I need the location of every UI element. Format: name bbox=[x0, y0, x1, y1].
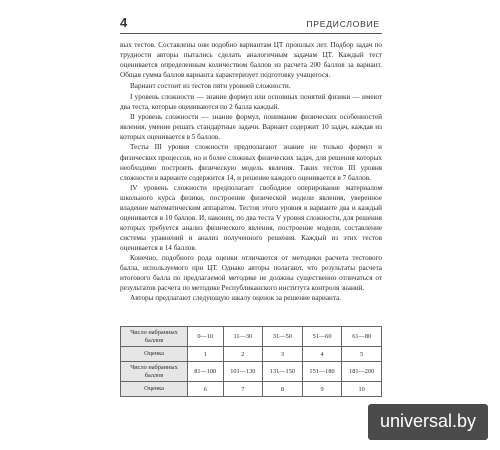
table-cell: 10 bbox=[342, 382, 382, 397]
table-cell: 61—80 bbox=[342, 327, 382, 347]
table-row-label: Число набранных баллов bbox=[121, 327, 188, 347]
paragraph: Конечно, подобного рода оценки отличаются от методики расчета тестового балла, используемого при ЦТ. Однако авторы полагают, что результаты расчета итогового балла по предлагаемой методике не должны существенно отличаться от результатов расчета по методике Республиканского института контроля знаний. bbox=[120, 253, 382, 293]
paragraph: вых тестов. Составлены они подобно вариантам ЦТ прошлых лет. Подбор задач по трудности авторы пытались сделать аналогичным задачам ЦТ. Каждый тест оценивается определенным количеством баллов из расчета 200 баллов за вариант. Общая сумма баллов варианта характеризует подготовку учащегося. bbox=[120, 41, 382, 80]
table-cell: 81—100 bbox=[188, 362, 224, 382]
table-row-label: Число набранных баллов bbox=[121, 362, 188, 382]
watermark-badge: universal.by bbox=[368, 404, 488, 440]
table-cell: 8 bbox=[263, 382, 303, 397]
running-head: ПРЕДИСЛОВИЕ bbox=[306, 19, 380, 29]
paragraph: Тесты III уровня сложности предполагают знание не только формул и физических процессов, но и более сложных физических задач, для решения которых необходимо построить физическую модель явления. Таких тестов III уровня сложности в варианте содержится 14, и решение каждого оценивается в 7 баллов. bbox=[120, 143, 382, 182]
header-rule bbox=[120, 33, 382, 34]
table-cell: 9 bbox=[302, 382, 342, 397]
table-cell: 151—180 bbox=[302, 362, 342, 382]
body-text bbox=[120, 40, 382, 303]
table-cell: 4 bbox=[302, 347, 342, 362]
table-cell: 181—200 bbox=[342, 362, 382, 382]
table-cell: 2 bbox=[223, 347, 263, 362]
score-table bbox=[120, 326, 382, 397]
paragraph: I уровень сложности — знание формул или основных понятий физики — имеют два теста, которые оцениваются по 2 балла каждый. bbox=[120, 93, 382, 112]
paragraph: Вариант состоит из тестов пяти уровней сложности. bbox=[130, 82, 291, 91]
page-number: 4 bbox=[120, 15, 128, 30]
table-cell: 51—60 bbox=[302, 327, 342, 347]
table-cell: 6 bbox=[188, 382, 224, 397]
table-row-label: Оценка bbox=[121, 347, 188, 362]
table-cell: 3 bbox=[263, 347, 303, 362]
table-row-label: Оценка bbox=[121, 382, 188, 397]
table-cell: 7 bbox=[223, 382, 263, 397]
table-cell: 5 bbox=[342, 347, 382, 362]
table-cell: 0—10 bbox=[188, 327, 224, 347]
table-cell: 1 bbox=[188, 347, 224, 362]
table-cell: 131—150 bbox=[263, 362, 303, 382]
paragraph: II уровень сложности — знание формул, понимание физических особенностей явления, умение решать стандартные задачи. Вариант содержит 10 задач, каждая из которых оценивается в 5 баллов. bbox=[120, 113, 382, 142]
table-cell: 101—130 bbox=[223, 362, 263, 382]
paragraph: IV уровень сложности предполагает свободное оперирование материалом школьного курса физики, построение физической модели явления, уверенное владение математическим аппаратом. Тестов этого уровня в варианте два и каждый оценивается в 10 баллов. И, наконец, по два теста V уровня сложности, для решения которых требуется анализ физического явления, построение модели, составление системы уравнений и анализ полученного решения. Каждый из этих тестов оценивается в 14 баллов. bbox=[120, 183, 382, 252]
table-cell: 11—30 bbox=[223, 327, 263, 347]
table-cell: 31—50 bbox=[263, 327, 303, 347]
paragraph: Авторы предлагают следующую шкалу оценок за решение варианта. bbox=[130, 294, 342, 303]
